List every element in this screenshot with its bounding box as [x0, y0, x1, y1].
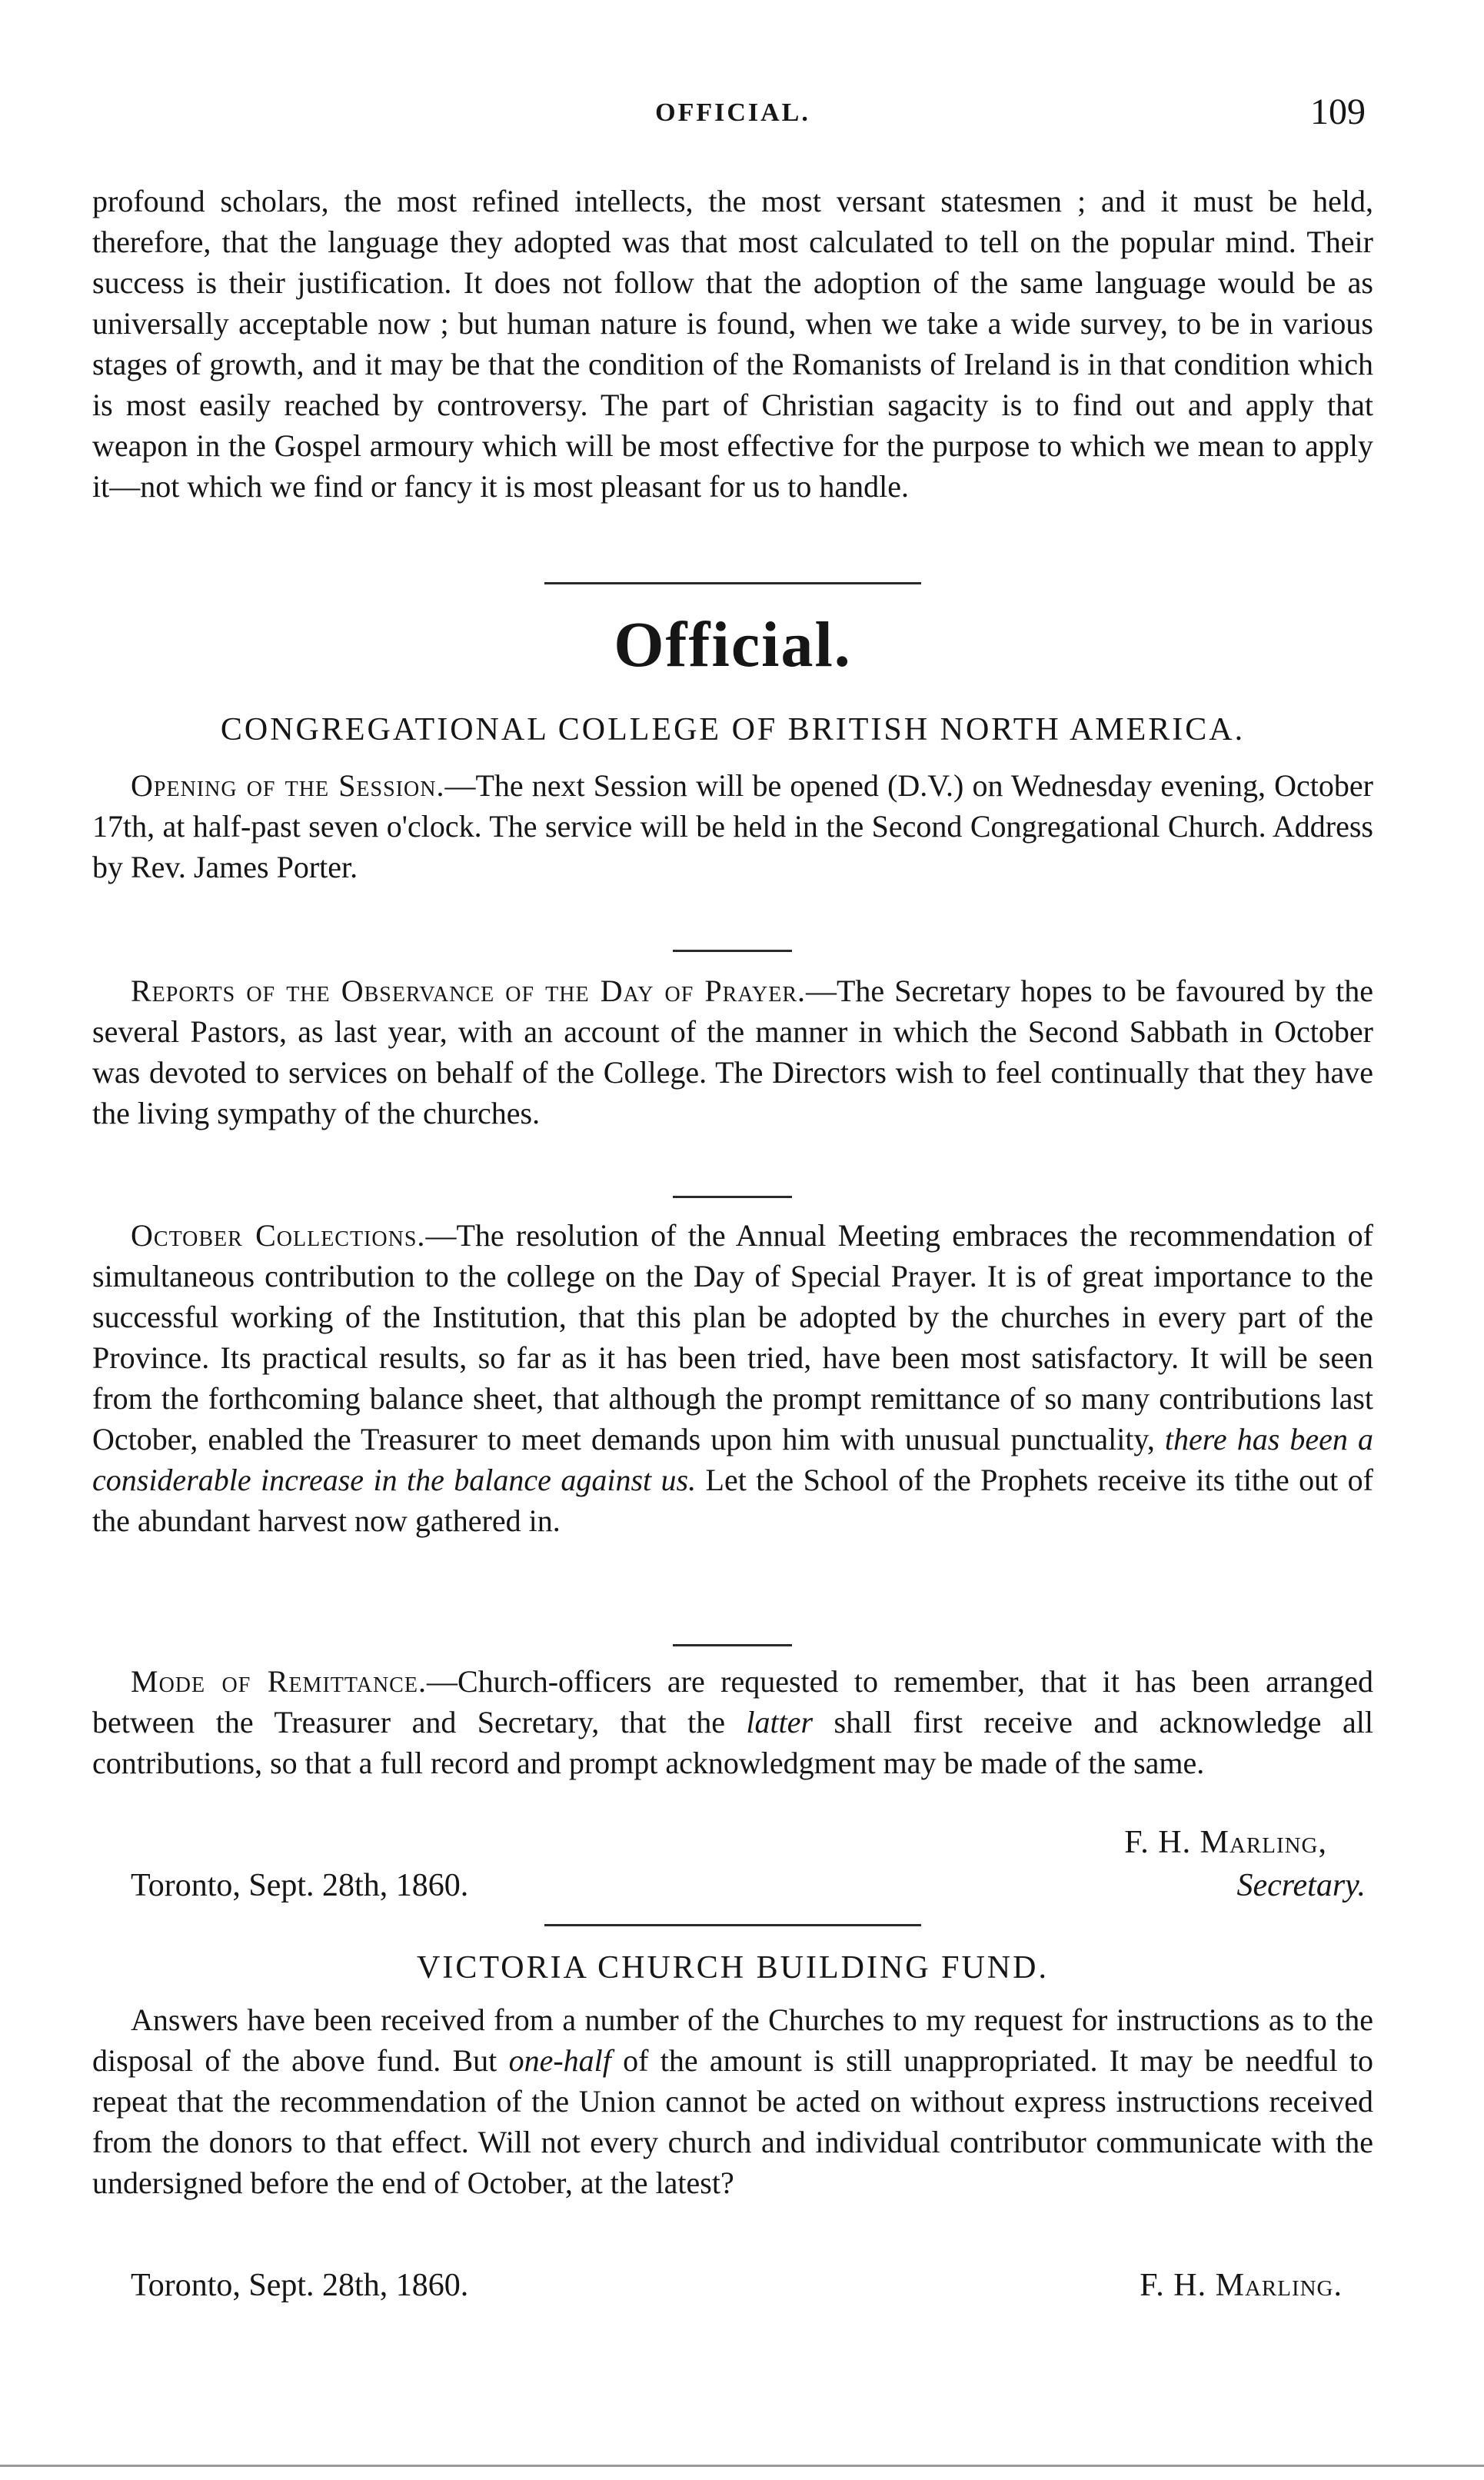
collections-italic: there has been a considerable increase in the balance against us. — [92, 1422, 1373, 1497]
reports-lead: Reports of the Observance of the Day of Prayer. — [131, 974, 806, 1008]
opening-lead: Opening of the Session. — [131, 768, 445, 803]
college-signature-place-date: Toronto, Sept. 28th, 1860. — [131, 1868, 469, 1903]
college-signature-name-line — [92, 1824, 1373, 1867]
divider-2 — [673, 1196, 792, 1198]
victoria-signature-name: F. H. Marling. — [1140, 2268, 1343, 2303]
college-heading: CONGREGATIONAL COLLEGE OF BRITISH NORTH AMERICA. — [220, 712, 1246, 747]
opening-paragraph-block — [92, 765, 1373, 887]
reports-paragraph-block — [92, 970, 1373, 1133]
opening-paragraph — [92, 765, 1373, 887]
reports-paragraph — [92, 970, 1373, 1133]
collections-lead: October Collections. — [131, 1218, 426, 1253]
remittance-text-a: —Church-officers are requested to remember, that it has been arranged between the Treasurer and Secretary, that the — [92, 1664, 1374, 1739]
college-signature-name: F. H. Marling, — [1124, 1825, 1327, 1860]
divider-1 — [673, 950, 792, 952]
remittance-text-b: shall first receive and acknowledge all contributions, so that a full record and prompt acknowledgment may be made of the same. — [92, 1705, 1373, 1780]
victoria-signature-line — [92, 2267, 1373, 2310]
divider-4 — [544, 1924, 921, 1926]
page-number: 109 — [1310, 92, 1366, 132]
page-bottom-edge — [0, 2465, 1484, 2467]
victoria-heading: VICTORIA CHURCH BUILDING FUND. — [417, 1950, 1049, 1986]
victoria-paragraph-block — [92, 1999, 1373, 2203]
remittance-lead: Mode of Remittance. — [131, 1664, 427, 1699]
collections-text-b: Let the School of the Prophets receive its tithe out of the abundant harvest now gathered in. — [92, 1463, 1373, 1538]
running-head — [92, 92, 1373, 148]
collections-paragraph — [92, 1215, 1373, 1541]
remittance-italic: latter — [746, 1705, 814, 1739]
collections-paragraph-block — [92, 1215, 1373, 1541]
reports-text: —The Secretary hopes to be favoured by the several Pastors, as last year, with an account of the manner in which the Second Sabbath in October was devoted to services on behalf of the College. The Directors wish to feel continually that they have the living sympathy of the churches. — [92, 974, 1373, 1130]
victoria-text-a: Answers have been received from a number of the Churches to my request for instructions as to the disposal of the above fund. But — [92, 2002, 1373, 2078]
divider-3 — [673, 1644, 792, 1646]
section-title: Official. — [614, 609, 852, 681]
opening-text: —The next Session will be opened (D.V.) on Wednesday evening, October 17th, at half-past seven o'clock. The service will be held in the Second Congregational Church. Address by Rev. James Porter. — [92, 768, 1373, 884]
victoria-text-b: of the amount is still unappropriated. It may be needful to repeat that the recommendation of the Union cannot be acted on without express instructions received from the donors to that effect. Will not every church and individual contributor communicate with the undersigned before the end of October, at the latest? — [92, 2043, 1374, 2200]
remittance-paragraph-block — [92, 1661, 1373, 1783]
victoria-signature-place-date: Toronto, Sept. 28th, 1860. — [131, 2268, 469, 2303]
remittance-paragraph — [92, 1661, 1373, 1783]
intro-paragraph: profound scholars, the most refined intellects, the most versant statesmen ; and it must be held, therefore, that the language they adopted was that most calculated to tell on the popular mind. Their success is their justification. It does not follow that the adoption of the same language would be as universally acceptable now ; but human nature is found, when we take a wide survey, to be in various stages of growth, and it may be that the condition of the Romanists of Ireland is in that condition which is most easily reached by controversy. The part of Christian sagacity is to find out and apply that weapon in the Gospel armoury which will be most effective for the purpose to which we mean to apply it—not which we find or fancy it is most pleasant for us to handle. — [92, 184, 1373, 504]
college-signature-title: Secretary. — [1236, 1868, 1366, 1903]
victoria-paragraph — [92, 1999, 1373, 2203]
college-signature-line — [92, 1867, 1373, 1910]
intro-paragraph-block — [92, 181, 1373, 507]
section-divider — [544, 582, 921, 584]
victoria-italic: one-half — [508, 2043, 611, 2078]
collections-text-a: —The resolution of the Annual Meeting embraces the recommendation of simultaneous contribution to the college on the Day of Special Prayer. It is of great importance to the successful working of the Institution, that this plan be adopted by the churches in every part of the Province. Its practical results, so far as it has been tried, have been most satisfactory. It will be seen from the forthcoming balance sheet, that although the prompt remittance of so many contributions last October, enabled the Treasurer to meet demands upon him with unusual punctuality, — [92, 1218, 1373, 1456]
running-title: OFFICIAL. — [655, 98, 810, 127]
